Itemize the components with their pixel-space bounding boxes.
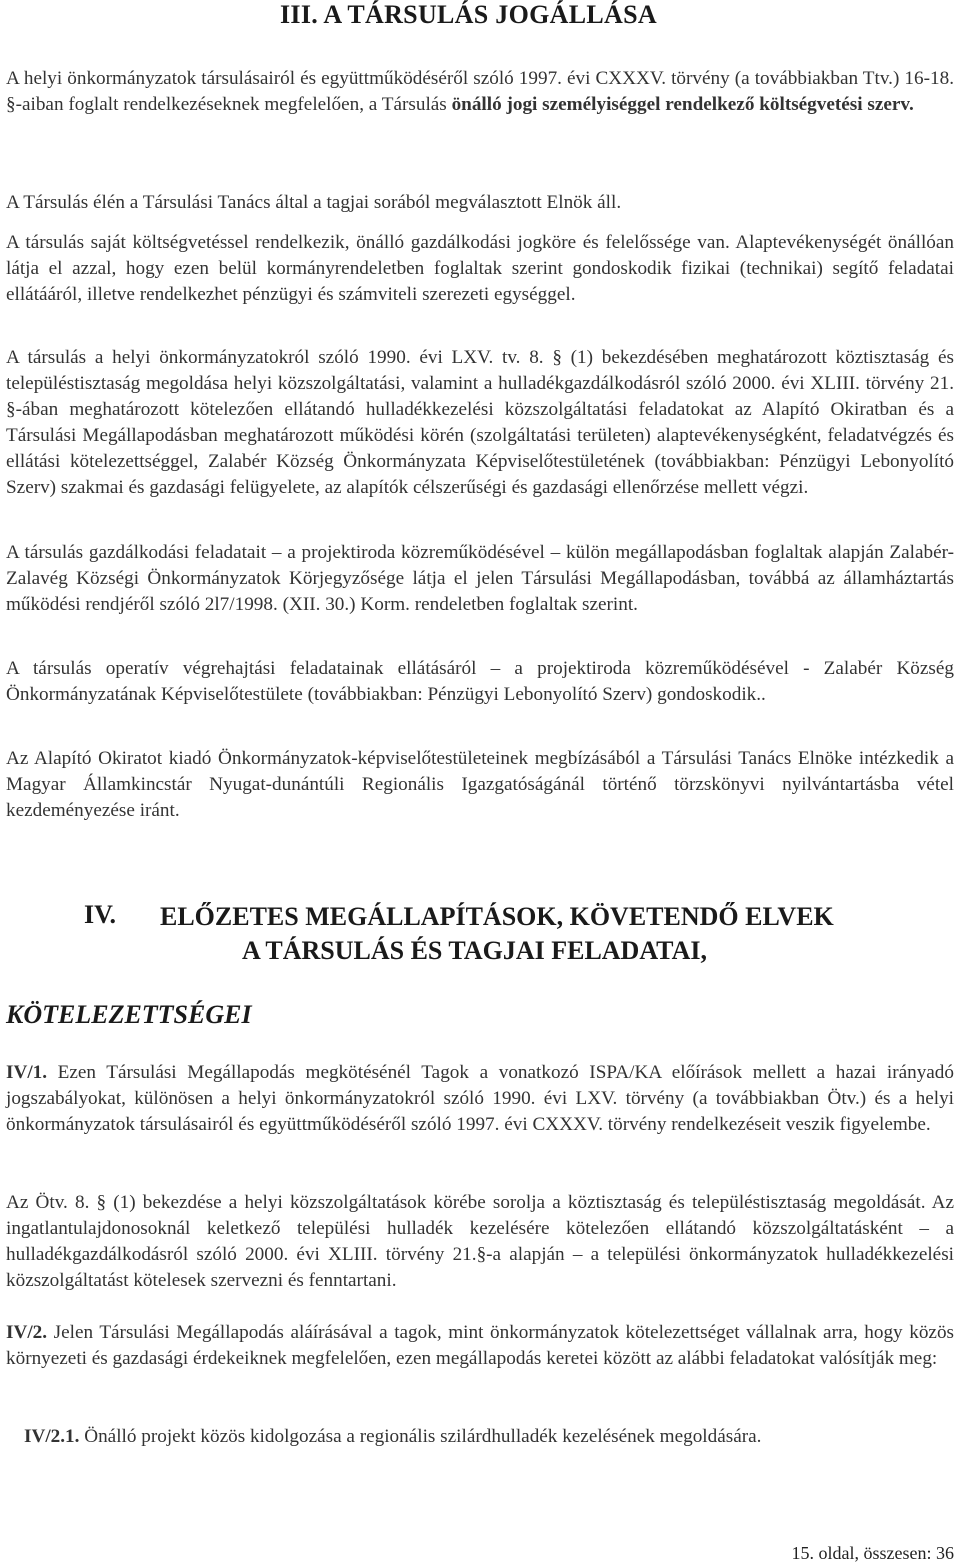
clause-text: Jelen Társulási Megállapodás aláírásával a tagok, mint önkormányzatok kötelezettséget vállalnak arra, hogy közös környezeti és gazdasági érdekeiknek megfelelően, ezen megállapodás keretei között az alábbi feladatokat valósítják meg:: [6, 1322, 954, 1369]
paragraph-iv1: [6, 1060, 954, 1138]
section-subheading: KÖTELEZETTSÉGEI: [6, 1000, 252, 1029]
paragraph-operative: A társulás operatív végrehajtási feladatainak ellátásáról – a projektiroda közreműködésével - Zalabér Község Önkormányzatának Képviselőtestülete (továbbiakban: Pénzügyi Lebonyolító Szerv) gondoskodik..: [6, 658, 954, 705]
clause-label: IV/2.1.: [24, 1426, 80, 1447]
paragraph-text: A helyi önkormányzatok társulásairól és együttműködéséről szóló 1997. évi CXXXV. törvény (a továbbiakban Ttv.) 16-18. §-aiban foglalt rendelkezéseknek megfelelően, a Társulás: [6, 68, 954, 115]
paragraph-chair: A Társulás élén a Társulási Tanács által a tagjai sorából megválasztott Elnök áll.: [6, 192, 622, 213]
section-heading-line1: ELŐZETES MEGÁLLAPÍTÁSOK, KÖVETENDŐ ELVEK: [160, 902, 834, 931]
clause-label: IV/1.: [6, 1062, 48, 1083]
paragraph-legal-basis: [6, 66, 954, 118]
paragraph-tasks: A társulás a helyi önkormányzatokról szóló 1990. évi LXV. tv. 8. § (1) bekezdésében meghatározott köztisztaság és településtisztaság megoldása helyi közszolgáltatási, valamint a hulladékgazdálkodásról szóló 2000. évi XLIII. törvény 21. §-ában meghatározott kötelezően ellátandó hulladékkezelési közszolgáltatási feladatokat az Alapító Okiratban és a Társulási Megállapodásban meghatározott működési körén (szolgáltatási területen) alaptevékenységként, feladatvégzés és ellátási kötelezettséggel, Zalabér Község Önkormányzata Képviselőtestületének (továbbiakban: Pénzügyi Lebonyolító Szerv) szakmai és gazdasági felügyelete, az alapítók célszerűségi és gazdasági ellenőrzése mellett végzi.: [6, 347, 954, 498]
section-title: III. A TÁRSULÁS JOGÁLLÁSA: [280, 0, 657, 29]
clause-text: Ezen Társulási Megállapodás megkötésénél Tagok a vonatkozó ISPA/KA előírások mellett a hazai irányadó jogszabályokat, különösen a helyi önkormányzatokról szóló 1990. évi LXV. törvény (a továbbiakban Ötv.) és a helyi önkormányzatok társulásairól és együttműködéséről szóló 1997. évi CXXXV. törvény rendelkezéseit veszik figyelembe.: [6, 1062, 954, 1135]
section-heading-line2: A TÁRSULÁS ÉS TAGJAI FELADATAI,: [242, 936, 707, 965]
paragraph-finance: A társulás gazdálkodási feladatait – a projektiroda közreműködésével – külön megállapodásban foglaltak alapján Zalabér-Zalavég Községi Önkormányzatok Körjegyzősége látja el jelen Társulási Megállapodásban, továbbá az államháztartás működési rendjéről szóló 2l7/1998. (XII. 30.) Korm. rendeletben foglaltak szerint.: [6, 542, 954, 615]
section-heading: [160, 900, 960, 968]
section-number: IV.: [84, 900, 117, 929]
clause-text: Önálló projekt közös kidolgozása a regionális szilárdhulladék kezelésének megoldására.: [79, 1426, 762, 1447]
bold-phrase: önálló jogi személyiséggel rendelkező költségvetési szerv.: [451, 94, 914, 115]
paragraph-registration: Az Alapító Okiratot kiadó Önkormányzatok-képviselőtestületeinek megbízásából a Társulási Tanács Elnöke intézkedik a Magyar Államkincstár Nyugat-dunántúli Regionális Igazgatóságánál történő törzskönyvi nyilvántartásba vétel kezdeményezése iránt.: [6, 748, 954, 821]
paragraph-iv2: [6, 1320, 954, 1372]
paragraph-budget: A társulás saját költségvetéssel rendelkezik, önálló gazdálkodási jogköre és felelőssége van. Alaptevékenységét önállóan látja el azzal, hogy ezen belül kormányrendeletben foglaltak szerint gondoskodik fizikai (technikai) segítő feladatai ellátááról, illetve rendelkezhet pénzügyi és számviteli szerezeti egységgel.: [6, 232, 954, 305]
page-number: 15. oldal, összesen: 36: [791, 1543, 954, 1563]
clause-label: IV/2.: [6, 1322, 48, 1343]
paragraph-iv21: [24, 1424, 954, 1450]
paragraph-otv: Az Ötv. 8. § (1) bekezdése a helyi közszolgáltatások körébe sorolja a köztisztaság és településtisztaság megoldását. Az ingatlantulajdonosoknál keletkező települési hulladék kezelésére kötelezően ellátandó közszolgáltatásként – a hulladékgazdálkodásról szóló 2000. évi XLIII. törvény 21.§-a alapján – a települési önkormányzatok hulladékkezelési közszolgáltatást kötelesek szervezni és fenntartani.: [6, 1192, 954, 1291]
